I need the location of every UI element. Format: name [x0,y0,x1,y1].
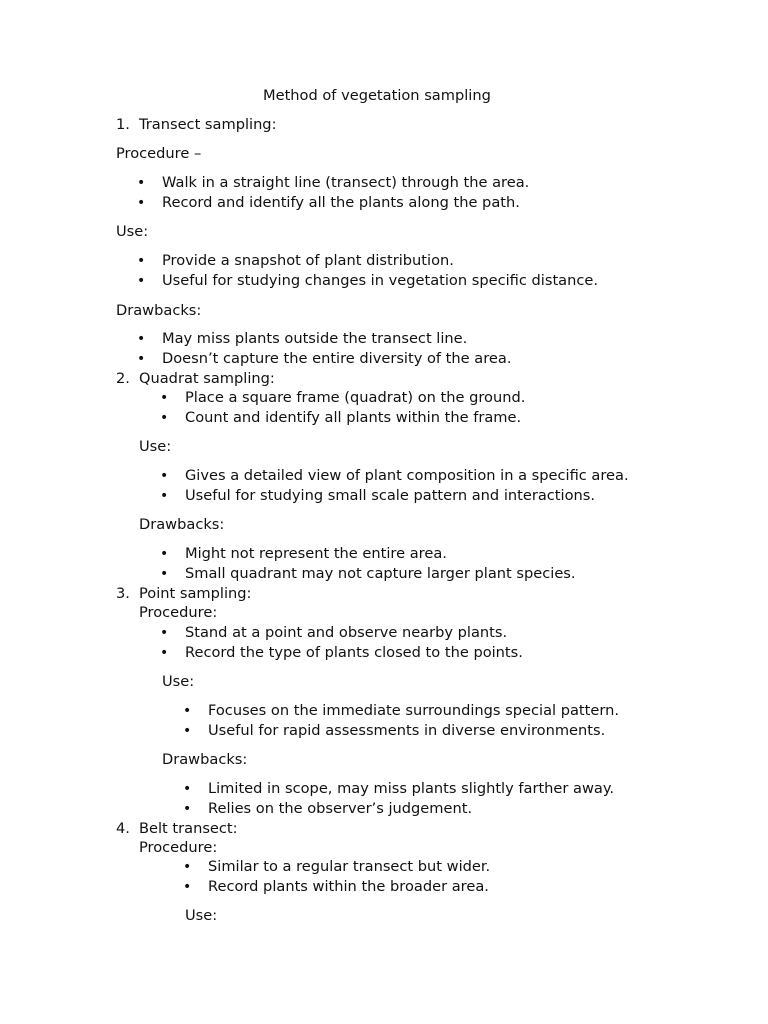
bullet-icon: • [183,703,192,719]
section-2-use-item: Gives a detailed view of plant composition in a specific area. [185,467,629,484]
bullet-icon: • [137,195,146,211]
bullet-icon: • [160,566,169,582]
document-title: Method of vegetation sampling [263,87,491,104]
section-1-use-item: Useful for studying changes in vegetation specific distance. [162,272,598,289]
section-4-number: 4. [116,820,130,837]
section-3-procedure-label: Procedure: [139,604,218,621]
bullet-icon: • [137,331,146,347]
bullet-icon: • [160,488,169,504]
section-4-use-label: Use: [185,907,218,924]
bullet-icon: • [160,390,169,406]
section-4-procedure-item: Similar to a regular transect but wider. [208,858,491,875]
section-1-procedure-label: Procedure – [116,145,202,162]
bullet-icon: • [160,546,169,562]
bullet-icon: • [160,625,169,641]
bullet-icon: • [183,879,192,895]
section-1-procedure-item: Record and identify all the plants along the path. [162,194,520,211]
section-3-use-item: Useful for rapid assessments in diverse environments. [208,722,606,739]
bullet-icon: • [183,801,192,817]
bullet-icon: • [160,468,169,484]
section-4-procedure-label: Procedure: [139,839,218,856]
section-4-procedure-item: Record plants within the broader area. [208,878,489,895]
bullet-icon: • [183,723,192,739]
section-2-procedure-item: Place a square frame (quadrat) on the ground. [185,389,526,406]
bullet-icon: • [160,410,169,426]
bullet-icon: • [137,273,146,289]
section-4-heading: Belt transect: [139,820,238,837]
section-3-drawbacks-item: Relies on the observer’s judgement. [208,800,473,817]
section-2-heading: Quadrat sampling: [139,370,275,387]
section-1-drawbacks-label: Drawbacks: [116,302,202,319]
section-2-drawbacks-label: Drawbacks: [139,516,225,533]
section-3-procedure-item: Record the type of plants closed to the points. [185,644,523,661]
section-3-drawbacks-label: Drawbacks: [162,751,248,768]
section-1-number: 1. [116,116,130,133]
section-3-procedure-item: Stand at a point and observe nearby plants. [185,624,508,641]
section-2-procedure-item: Count and identify all plants within the frame. [185,409,522,426]
section-1-use-item: Provide a snapshot of plant distribution. [162,252,454,269]
section-2-use-item: Useful for studying small scale pattern and interactions. [185,487,596,504]
bullet-icon: • [137,253,146,269]
section-2-drawbacks-item: Might not represent the entire area. [185,545,447,562]
section-1-use-label: Use: [116,223,149,240]
section-1-drawbacks-item: May miss plants outside the transect line. [162,330,468,347]
section-3-drawbacks-item: Limited in scope, may miss plants slightly farther away. [208,780,615,797]
bullet-icon: • [137,175,146,191]
section-2-number: 2. [116,370,130,387]
bullet-icon: • [183,859,192,875]
section-3-use-item: Focuses on the immediate surroundings special pattern. [208,702,619,719]
section-3-heading: Point sampling: [139,585,252,602]
section-1-heading: Transect sampling: [139,116,277,133]
bullet-icon: • [183,781,192,797]
bullet-icon: • [160,645,169,661]
bullet-icon: • [137,351,146,367]
section-3-use-label: Use: [162,673,195,690]
section-3-number: 3. [116,585,130,602]
section-1-drawbacks-item: Doesn’t capture the entire diversity of the area. [162,350,512,367]
section-2-use-label: Use: [139,438,172,455]
section-2-drawbacks-item: Small quadrant may not capture larger plant species. [185,565,576,582]
section-1-procedure-item: Walk in a straight line (transect) through the area. [162,174,530,191]
